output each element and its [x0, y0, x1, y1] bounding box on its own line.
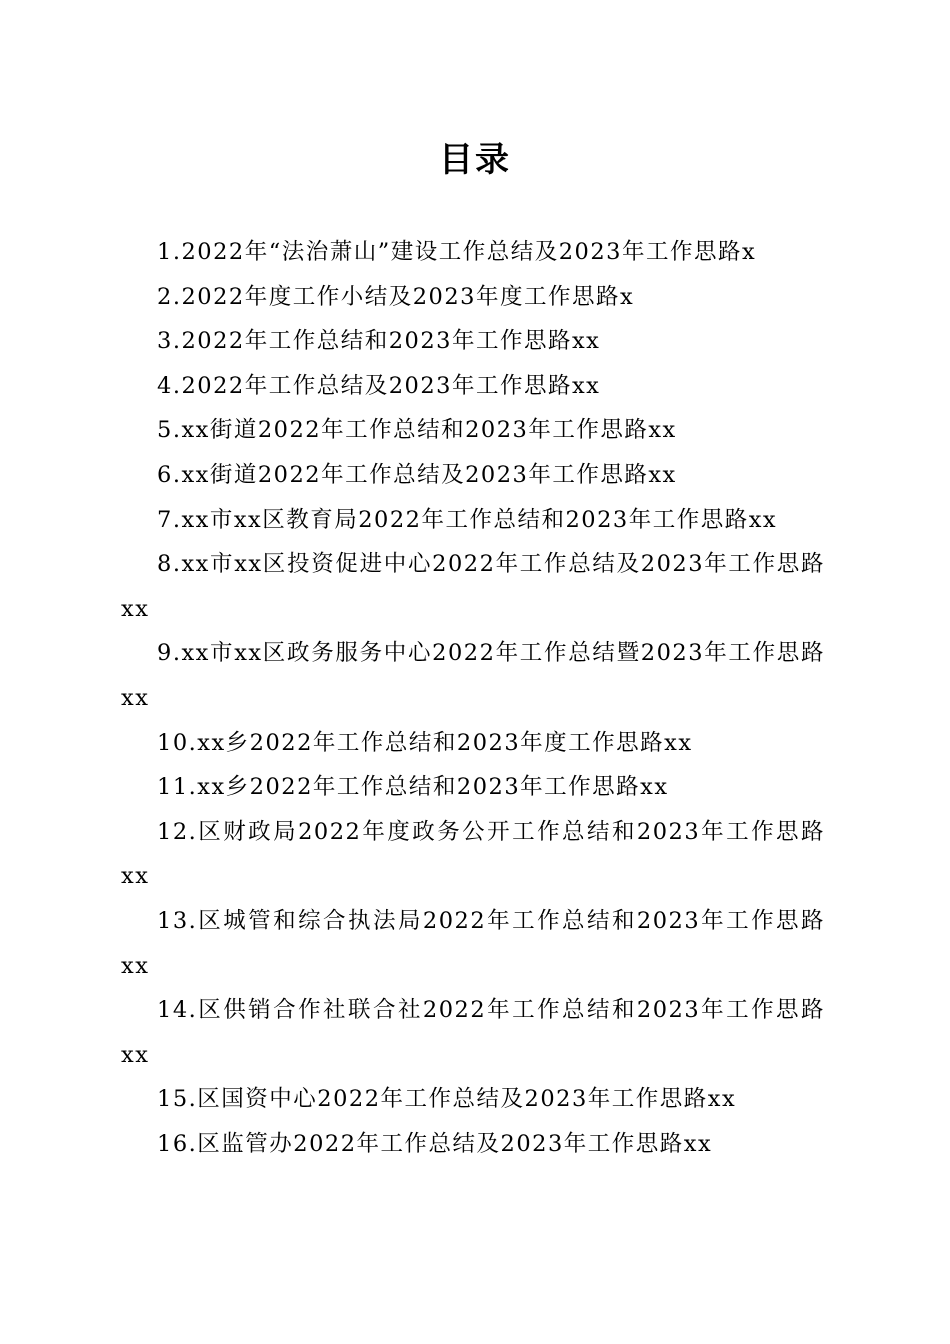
toc-item-6[interactable]: 6.xx街道2022年工作总结及2023年工作思路xx [157, 461, 677, 488]
toc-item-2[interactable]: 2.2022年度工作小结及2023年度工作思路x [157, 283, 635, 310]
toc-item-15[interactable]: 15.区国资中心2022年工作总结及2023年工作思路xx [157, 1086, 737, 1113]
toc-item-7[interactable]: 7.xx市xx区教育局2022年工作总结和2023年工作思路xx [157, 506, 778, 533]
toc-item-12[interactable]: 12.区财政局2022年度政务公开工作总结和2023年工作思路xx [121, 818, 825, 890]
table-of-contents [121, 230, 825, 1166]
page-title: 目录 [439, 140, 511, 180]
toc-item-10[interactable]: 10.xx乡2022年工作总结和2023年度工作思路xx [157, 729, 693, 756]
toc-item-9[interactable]: 9.xx市xx区政务服务中心2022年工作总结暨2023年工作思路xx [121, 640, 825, 711]
toc-item-4[interactable]: 4.2022年工作总结及2023年工作思路xx [157, 372, 601, 399]
toc-item-13[interactable]: 13.区城管和综合执法局2022年工作总结和2023年工作思路xx [121, 907, 825, 979]
toc-item-14[interactable]: 14.区供销合作社联合社2022年工作总结和2023年工作思路xx [121, 997, 825, 1068]
toc-item-8[interactable]: 8.xx市xx区投资促进中心2022年工作总结及2023年工作思路xx [121, 551, 825, 622]
toc-item-16[interactable]: 16.区监管办2022年工作总结及2023年工作思路xx [157, 1130, 713, 1157]
toc-item-3[interactable]: 3.2022年工作总结和2023年工作思路xx [157, 328, 601, 355]
toc-item-5[interactable]: 5.xx街道2022年工作总结和2023年工作思路xx [157, 417, 677, 444]
toc-item-11[interactable]: 11.xx乡2022年工作总结和2023年工作思路xx [157, 774, 669, 801]
toc-item-1[interactable]: 1.2022年“法治萧山”建设工作总结及2023年工作思路x [157, 239, 757, 265]
